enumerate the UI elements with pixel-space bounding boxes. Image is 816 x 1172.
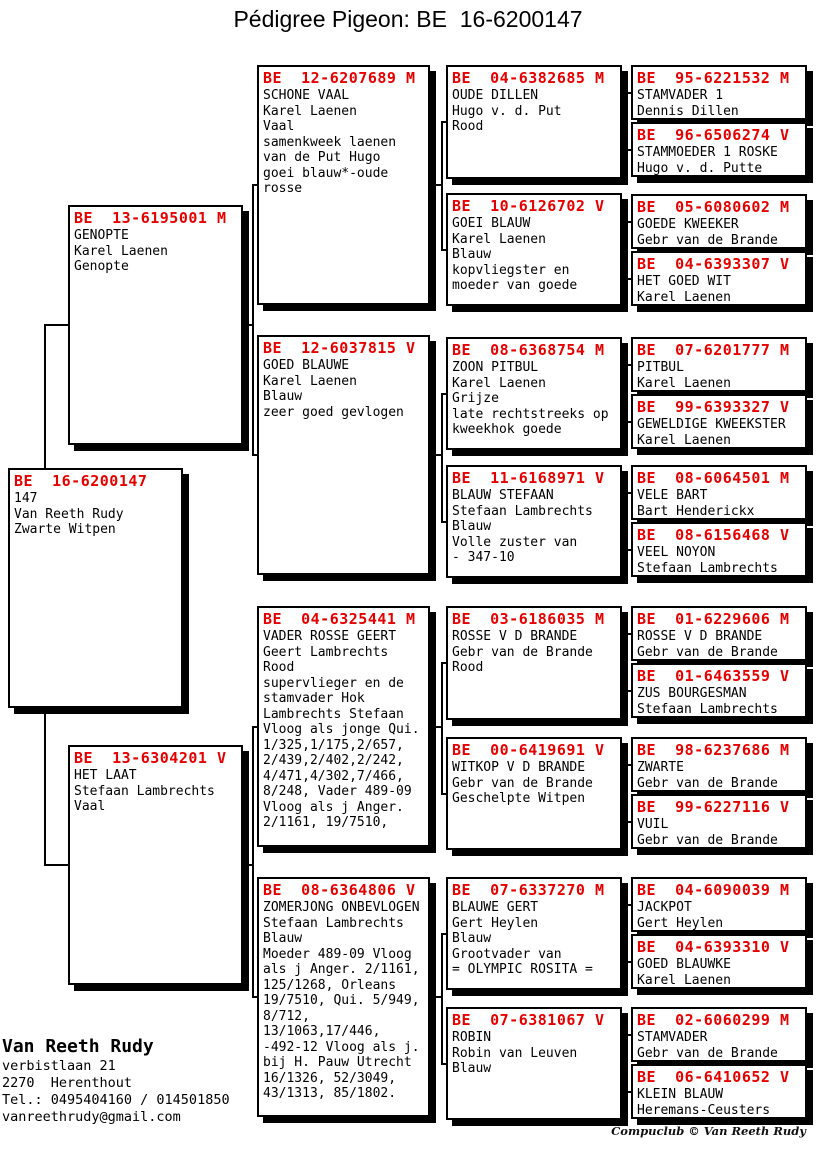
pedigree-text-line: Stefaan Lambrechts: [74, 783, 215, 799]
pedigree-text-line: samenkweek laenen: [263, 134, 397, 150]
pedigree-text-line: Vloog als j Anger.: [263, 799, 404, 815]
pedigree-box-dds: [446, 877, 622, 990]
owner-name: Van Reeth Rudy: [2, 1036, 154, 1057]
pedigree-box-ddds: [631, 1007, 807, 1062]
pedigree-box-sdsd: [631, 394, 807, 449]
pedigree-text-line: Hugo v. d. Put: [452, 103, 562, 119]
pedigree-text-line: 4/471,4/302,7/466,: [263, 768, 404, 784]
pedigree-text-line: VEEL NOYON: [637, 545, 716, 560]
pedigree-text-line: VADER ROSSE GEERT: [263, 629, 397, 644]
pedigree-text-line: 8/248, Vader 489-09: [263, 784, 412, 799]
ring-number: BE 04-6325441 M: [263, 610, 416, 628]
pedigree-box-sdss: [631, 337, 807, 392]
ring-number: BE 95-6221532 M: [637, 69, 790, 87]
pedigree-text-line: Gebr van de Brande: [637, 232, 778, 248]
pedigree-text-line: stamvader Hok: [263, 691, 365, 706]
pedigree-box-sdds: [631, 465, 807, 520]
ring-number: BE 00-6419691 V: [452, 741, 605, 759]
pedigree-text-line: goei blauw*-oude: [263, 165, 389, 181]
pedigree-text-line: Karel Laenen: [263, 373, 357, 389]
pedigree-text-line: Karel Laenen: [637, 972, 731, 988]
pedigree-text-line: GEWELDIGE KWEEKSTER: [637, 417, 786, 432]
pedigree-text-line: ROSSE V D BRANDE: [637, 629, 763, 644]
pedigree-box-sss: [446, 65, 622, 179]
pedigree-text-line: Rood: [263, 660, 295, 675]
ring-number: BE 99-6393327 V: [637, 398, 790, 416]
pedigree-text-line: WITKOP V D BRANDE: [452, 760, 586, 775]
pedigree-text-line: Gert Heylen: [637, 915, 724, 931]
pedigree-text-line: ZOON PITBUL: [452, 360, 539, 375]
owner-address-line2: 2270 Herenthout: [2, 1075, 133, 1091]
pedigree-connector-line: [44, 864, 68, 866]
pedigree-text-line: Blauw: [452, 931, 492, 946]
page-title: Pédigree Pigeon: BE 16-6200147: [233, 6, 583, 32]
pedigree-text-line: BLAUW STEFAAN: [452, 488, 554, 503]
ring-number: BE 12-6207689 M: [263, 69, 416, 87]
pedigree-text-line: Blauw: [452, 247, 492, 262]
pedigree-text-line: SCHONE VAAL: [263, 88, 350, 103]
pedigree-text-line: Gebr van de Brande: [637, 1045, 778, 1061]
pedigree-text-line: Karel Laenen: [74, 243, 168, 259]
pedigree-box-dss: [446, 606, 622, 720]
pedigree-text-line: Stefaan Lambrechts: [637, 560, 778, 576]
pedigree-connector-line: [441, 121, 443, 251]
ring-number: BE 07-6337270 M: [452, 881, 605, 899]
pedigree-connector-line: [626, 764, 628, 823]
pedigree-connector-line: [44, 324, 68, 326]
pedigree-text-line: Vaal: [74, 799, 106, 814]
pedigree-text-line: 8/712,: [263, 1008, 310, 1024]
ring-number: BE 07-6381067 V: [452, 1011, 605, 1029]
pedigree-text-line: VUIL: [637, 817, 669, 832]
pedigree-box-dsdd: [631, 794, 807, 849]
ring-number: BE 01-6463559 V: [637, 667, 790, 685]
pedigree-text-line: BLAUWE GERT: [452, 900, 539, 915]
pedigree-text-line: Lambrechts Stefaan: [263, 706, 404, 722]
pedigree-box-dsds: [631, 737, 807, 792]
pedigree-text-line: Karel Laenen: [637, 375, 731, 391]
ring-number: BE 16-6200147: [14, 472, 148, 490]
ring-number: BE 98-6237686 M: [637, 741, 790, 759]
pedigree-text-line: PITBUL: [637, 360, 684, 375]
pedigree-text-line: Geert Lambrechts: [263, 644, 389, 660]
ring-number: BE 08-6368754 M: [452, 341, 605, 359]
pedigree-text-line: Moeder 489-09 Vloog: [263, 946, 412, 962]
ring-number: BE 08-6156468 V: [637, 526, 790, 544]
pedigree-text-line: HET GOED WIT: [637, 274, 731, 289]
pedigree-connector-line: [441, 933, 443, 1065]
pedigree-text-line: Gebr van de Brande: [637, 644, 778, 660]
pedigree-text-line: Grootvader van: [452, 946, 562, 962]
ring-number: BE 05-6080602 M: [637, 198, 790, 216]
ring-number: BE 07-6201777 M: [637, 341, 790, 359]
pedigree-text-line: JACKPOT: [637, 900, 692, 915]
pedigree-text-line: GOED BLAUWKE: [637, 957, 731, 972]
pedigree-text-line: Volle zuster van: [452, 534, 578, 550]
pedigree-text-line: ZOMERJONG ONBEVLOGEN: [263, 900, 420, 915]
pedigree-text-line: zeer goed gevlogen: [263, 404, 404, 420]
pedigree-text-line: GENOPTE: [74, 228, 129, 243]
pedigree-text-line: kopvliegster en: [452, 262, 570, 278]
owner-address-line1: verbistlaan 21: [2, 1058, 116, 1074]
pedigree-connector-line: [626, 221, 628, 280]
pedigree-text-line: GOED BLAUWE: [263, 358, 350, 373]
pedigree-text-line: Van Reeth Rudy: [14, 506, 124, 522]
pedigree-text-line: KLEIN BLAUW: [637, 1087, 724, 1102]
pedigree-box-sssd: [631, 122, 807, 177]
pedigree-text-line: 1/325,1/175,2/657,: [263, 737, 404, 753]
pedigree-text-line: Stefaan Lambrechts: [263, 915, 404, 931]
ring-number: BE 96-6506274 V: [637, 126, 790, 144]
pedigree-text-line: Vloog als jonge Qui.: [263, 722, 420, 737]
pedigree-connector-line: [441, 662, 443, 795]
pedigree-text-line: Gert Heylen: [452, 915, 539, 931]
pedigree-text-line: supervlieger en de: [263, 675, 404, 691]
pedigree-connector-line: [252, 726, 254, 998]
pedigree-text-line: Gebr van de Brande: [637, 775, 778, 791]
pedigree-text-line: VELE BART: [637, 488, 708, 503]
pedigree-box-dssd: [631, 663, 807, 718]
pedigree-text-line: GOEDE KWEEKER: [637, 217, 739, 232]
pedigree-box-sd: [257, 335, 430, 575]
pedigree-box-ds: [257, 606, 430, 847]
pedigree-text-line: Dennis Dillen: [637, 103, 739, 119]
pedigree-text-line: Karel Laenen: [452, 231, 546, 247]
pedigree-text-line: Zwarte Witpen: [14, 522, 116, 537]
pedigree-text-line: Genopte: [74, 259, 129, 274]
pedigree-box-ssdd: [631, 251, 807, 306]
pedigree-box-dd: [257, 877, 430, 1117]
pedigree-text-line: Geschelpte Witpen: [452, 791, 586, 806]
pedigree-text-line: Hugo v. d. Putte: [637, 160, 763, 176]
pedigree-text-line: 147: [14, 491, 38, 506]
pedigree-text-line: STAMVADER 1: [637, 88, 724, 103]
ring-number: BE 02-6060299 M: [637, 1011, 790, 1029]
pedigree-box-dam: [68, 745, 243, 985]
pedigree-text-line: van de Put Hugo: [263, 150, 381, 165]
pedigree-text-line: bij H. Pauw Utrecht: [263, 1055, 412, 1070]
pedigree-text-line: 43/1313, 85/1802.: [263, 1086, 397, 1101]
ring-number: BE 04-6382685 M: [452, 69, 605, 87]
pedigree-text-line: 2/1161, 19/7510,: [263, 815, 389, 830]
pedigree-connector-line: [626, 92, 628, 151]
pedigree-text-line: 16/1326, 52/3049,: [263, 1070, 397, 1086]
pedigree-text-line: ZUS BOURGESMAN: [637, 686, 747, 701]
ring-number: BE 06-6410652 V: [637, 1068, 790, 1086]
pedigree-connector-line: [626, 492, 628, 551]
pedigree-text-line: Stefaan Lambrechts: [452, 503, 593, 519]
pedigree-connector-line: [626, 633, 628, 692]
pedigree-box-ssds: [631, 194, 807, 249]
owner-phone: Tel.: 0495404160 / 014501850: [2, 1092, 230, 1108]
pedigree-text-line: ROSSE V D BRANDE: [452, 629, 578, 644]
pedigree-text-line: GOEI BLAUW: [452, 216, 531, 231]
pedigree-text-line: als j Anger. 2/1161,: [263, 962, 420, 977]
ring-number: BE 13-6304201 V: [74, 749, 227, 767]
pedigree-box-dsd: [446, 737, 622, 850]
pedigree-text-line: Heremans-Ceusters: [637, 1102, 771, 1118]
pedigree-box-dddd: [631, 1064, 807, 1119]
pedigree-text-line: ZWARTE: [637, 760, 684, 775]
ring-number: BE 13-6195001 M: [74, 209, 227, 227]
pedigree-text-line: - 347-10: [452, 550, 515, 565]
pedigree-box-dsss: [631, 606, 807, 661]
pedigree-text-line: Rood: [452, 119, 484, 134]
pedigree-connector-line: [252, 184, 254, 456]
pedigree-text-line: HET LAAT: [74, 768, 137, 783]
pedigree-box-ssd: [446, 193, 622, 306]
ring-number: BE 04-6393310 V: [637, 938, 790, 956]
pedigree-text-line: Rood: [452, 660, 484, 675]
pedigree-text-line: Karel Laenen: [452, 375, 546, 391]
pedigree-text-line: 13/1063,17/446,: [263, 1024, 381, 1039]
pedigree-text-line: 2/439,2/402,2/242,: [263, 753, 404, 768]
pedigree-box-sire: [68, 205, 243, 445]
ring-number: BE 01-6229606 M: [637, 610, 790, 628]
ring-number: BE 08-6364806 V: [263, 881, 416, 899]
pedigree-box-ddd: [446, 1007, 622, 1120]
pedigree-connector-line: [441, 393, 443, 523]
pedigree-text-line: Bart Henderickx: [637, 503, 755, 519]
ring-number: BE 04-6090039 M: [637, 881, 790, 899]
pedigree-text-line: Stefaan Lambrechts: [637, 701, 778, 717]
pedigree-box-ssss: [631, 65, 807, 120]
software-credit: Compuclub © Van Reeth Rudy: [611, 1124, 806, 1138]
ring-number: BE 08-6064501 M: [637, 469, 790, 487]
pedigree-text-line: 19/7510, Qui. 5/949,: [263, 993, 420, 1008]
owner-email: vanreethrudy@gmail.com: [2, 1109, 181, 1125]
pedigree-text-line: Karel Laenen: [637, 432, 731, 448]
pedigree-text-line: Blauw: [452, 1061, 492, 1076]
pedigree-connector-line: [626, 364, 628, 423]
pedigree-box-ss: [257, 65, 430, 305]
pedigree-text-line: moeder van goede: [452, 278, 578, 293]
pedigree-box-subject: [8, 468, 183, 708]
pedigree-text-line: = OLYMPIC ROSITA =: [452, 962, 593, 977]
pedigree-text-line: Gebr van de Brande: [452, 775, 593, 791]
pedigree-text-line: OUDE DILLEN: [452, 88, 539, 103]
ring-number: BE 04-6393307 V: [637, 255, 790, 273]
pedigree-text-line: STAMVADER: [637, 1030, 708, 1045]
pedigree-box-sddd: [631, 522, 807, 577]
pedigree-text-line: rosse: [263, 181, 303, 196]
pedigree-text-line: late rechtstreeks op: [452, 406, 609, 422]
pedigree-text-line: kweekhok goede: [452, 422, 562, 437]
pedigree-text-line: Robin van Leuven: [452, 1045, 578, 1061]
pedigree-connector-line: [626, 1034, 628, 1093]
pedigree-text-line: Grijze: [452, 391, 499, 406]
pedigree-box-sdd: [446, 465, 622, 578]
pedigree-text-line: Karel Laenen: [263, 103, 357, 119]
pedigree-box-ddss: [631, 877, 807, 932]
pedigree-box-sds: [446, 337, 622, 450]
pedigree-text-line: ROBIN: [452, 1030, 492, 1045]
ring-number: BE 99-6227116 V: [637, 798, 790, 816]
pedigree-text-line: Blauw: [263, 389, 303, 404]
pedigree-text-line: Karel Laenen: [637, 289, 731, 305]
ring-number: BE 11-6168971 V: [452, 469, 605, 487]
ring-number: BE 03-6186035 M: [452, 610, 605, 628]
pedigree-text-line: 125/1268, Orleans: [263, 977, 397, 993]
pedigree-text-line: Gebr van de Brande: [637, 832, 778, 848]
pedigree-text-line: Vaal: [263, 119, 295, 134]
ring-number: BE 10-6126702 V: [452, 197, 605, 215]
pedigree-text-line: STAMMOEDER 1 ROSKE: [637, 145, 778, 160]
pedigree-text-line: Blauw: [263, 931, 303, 946]
pedigree-connector-line: [626, 904, 628, 963]
ring-number: BE 12-6037815 V: [263, 339, 416, 357]
pedigree-text-line: -492-12 Vloog als j.: [263, 1039, 420, 1055]
pedigree-box-ddsd: [631, 934, 807, 989]
pedigree-text-line: Gebr van de Brande: [452, 644, 593, 660]
pedigree-text-line: Blauw: [452, 519, 492, 534]
